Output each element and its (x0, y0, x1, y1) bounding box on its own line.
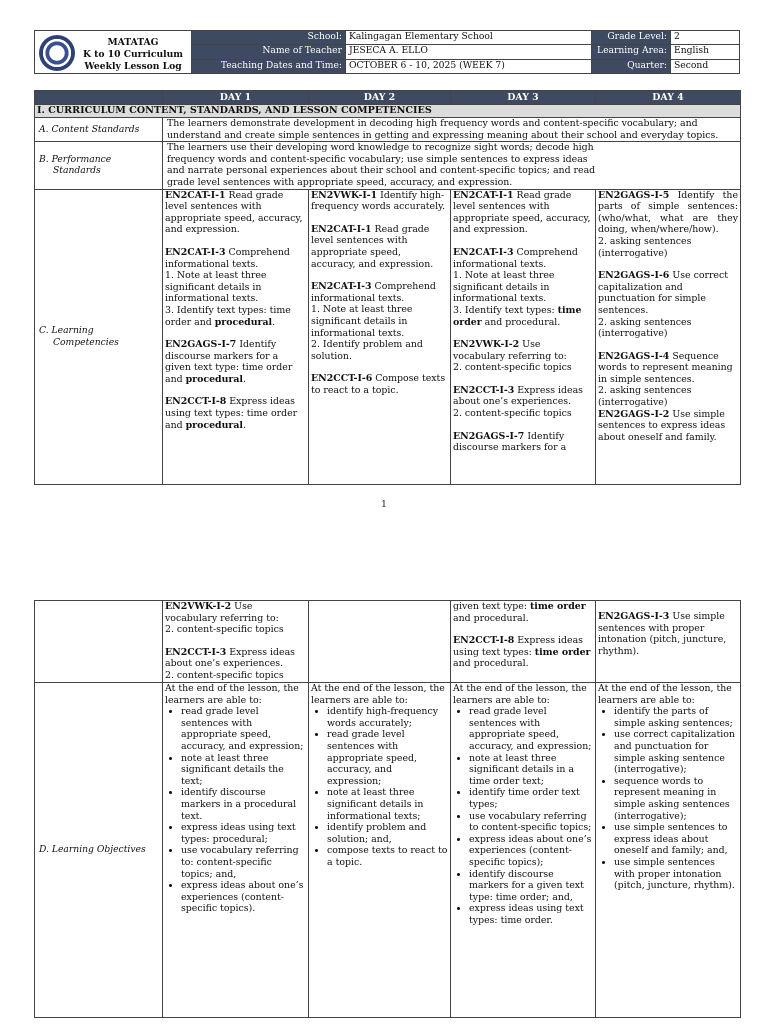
day-1-competencies-cont: EN2VWK-I-2 Use vocabulary referring to: 2. content-specific topics EN2CCT-I-3 Express ideas about one’s experiences. 2. content-specific topics (163, 601, 309, 683)
day-1-header: DAY 1 (163, 91, 309, 105)
list-item: • read grade level sentences with appropriate speed, accuracy, and expression; (181, 706, 306, 752)
list-item: • express ideas using text types: procedural; (181, 822, 306, 845)
header-table (34, 30, 740, 74)
list-item: • sequence words to represent meaning in simple asking sentences (interrogative); (614, 776, 738, 822)
list-item: • identify the parts of simple asking sentences; (614, 706, 738, 729)
performance-standards-text: The learners use their developing word knowledge to recognize sight words; decode high frequency words and content-specific vocabulary; use simple sentences to express ideas and narrate personal experiences about their school and content-specific topics; and read grade level sentences with appropriate speed, accuracy, and expression. (163, 142, 741, 189)
content-standards-label: A. Content Standards (35, 118, 163, 142)
list-item: • identify problem and solution; and, (327, 822, 448, 845)
list-item: • express ideas using text types: time order. (469, 903, 593, 926)
day-4-objectives: At the end of the lesson, the learners are able to: • identify the parts of simple asking sentences; • use correct capitalization and punctuation for simple asking sentence (interrogative); • sequence words to represent meaning in simple asking sentences (interrogative); • use simple sentences to express ideas about oneself and family; and, • use simple sentences with proper intonation (pitch, juncture, rhythm). (596, 683, 741, 1018)
day-3-header: DAY 3 (451, 91, 596, 105)
logo-cell (35, 31, 192, 74)
lesson-table-continued (34, 600, 741, 1018)
day-header-row (35, 91, 741, 105)
day-3-objectives: At the end of the lesson, the learners are able to: • read grade level sentences with appropriate speed, accuracy, and expression; • note at least three significant details in a time order text; • identify time order text types; • use vocabulary referring to content-specific topics; • express ideas about one’s experiences (content-specific topics); • identify discourse markers for a given text type: time order; and, • express ideas using text types: time order. (451, 683, 596, 1018)
list-item: • use vocabulary referring to content-specific topics; (469, 811, 593, 834)
list-item: • use simple sentences with proper intonation (pitch, juncture, rhythm). (614, 857, 738, 892)
list-item: • read grade level sentences with appropriate speed, accuracy, and expression; (327, 729, 448, 787)
day-1-objectives: At the end of the lesson, the learners are able to: • read grade level sentences with appropriate speed, accuracy, and expression; • note at least three significant details the text; • identify discourse markers in a procedural text. • express ideas using text types: procedural; • use vocabulary referring to: content-specific topics; and, • express ideas about one’s experiences (content-specific topics). (163, 683, 309, 1018)
form-title: MATATAG K to 10 Curriculum Weekly Lesson Log (82, 37, 184, 72)
performance-standards-label: B. Performance Standards (35, 142, 163, 189)
list-item: • read grade level sentences with appropriate speed, accuracy, and expression; (469, 706, 593, 752)
content-standards-text: The learners demonstrate development in decoding high frequency words and content-specific vocabulary; and understand and create simple sentences in getting and expressing meaning about their school and everyday topics. (163, 118, 741, 142)
deped-seal-icon (39, 35, 75, 71)
day-2-objectives: At the end of the lesson, the learners are able to: • identify high-frequency words accurately; • read grade level sentences with appropriate speed, accuracy, and expression; • note at least three significant details in informational texts; • identify problem and solution; and, • compose texts to react to a topic. (309, 683, 451, 1018)
grade-label: Grade Level: (592, 31, 671, 45)
list-item: • express ideas about one’s experiences (content-specific topics). (181, 880, 306, 915)
quarter-value: Second (671, 59, 740, 73)
day-2-competencies: EN2VWK-I-1 Identify high-frequency words accurately. EN2CAT-I-1 Read grade level sentences with appropriate speed, accuracy, and expression. EN2CAT-I-3 Comprehend informational texts. 1. Note at least three significant details in informational texts. 2. Identify problem and solution. EN2CCT-I-6 Compose texts to react to a topic. (309, 189, 451, 484)
list-item: • use vocabulary referring to: content-specific topics; and, (181, 845, 306, 880)
area-label: Learning Area: (592, 45, 671, 59)
list-item: • identify high-frequency words accurately; (327, 706, 448, 729)
quarter-label: Quarter: (592, 59, 671, 73)
list-item: • identify discourse markers for a given text type: time order; and, (469, 869, 593, 904)
day-4-competencies: EN2GAGS-I-5 Identify the parts of simple sentences: (who/what, what are they doing, when/where/how). 2. asking sentences (interrogative) EN2GAGS-I-6 Use correct capitalization and punctuation for simple sentences. 2. asking sentences (interrogative) EN2GAGS-I-4 Sequence words to represent meaning in simple sentences. 2. asking sentences (interrogative) EN2GAGS-I-2 Use simple sentences to express ideas about oneself and family. (596, 189, 741, 484)
list-item: • note at least three significant details the text; (181, 753, 306, 788)
teacher-value: JESECA A. ELLO (346, 45, 592, 59)
lesson-table (34, 90, 741, 485)
list-item: • note at least three significant details in informational texts; (327, 787, 448, 822)
grade-value: 2 (671, 31, 740, 45)
list-item: • use correct capitalization and punctuation for simple asking sentence (interrogative); (614, 729, 738, 775)
day-3-competencies-cont: given text type: time order and procedural. EN2CCT-I-8 Express ideas using text types: time order and procedural. (451, 601, 596, 683)
dates-value: OCTOBER 6 - 10, 2025 (WEEK 7) (346, 59, 592, 73)
school-value: Kalingagan Elementary School (346, 31, 592, 45)
dates-label: Teaching Dates and Time: (192, 59, 346, 73)
page-number: 1 (381, 500, 387, 510)
day-4-competencies-cont: EN2GAGS-I-3 Use simple sentences with proper intonation (pitch, juncture, rhythm). (596, 601, 741, 683)
learning-competencies-label: C. Learning Competencies (35, 189, 163, 484)
day-2-header: DAY 2 (309, 91, 451, 105)
list-item: • use simple sentences to express ideas about oneself and family; and, (614, 822, 738, 857)
school-label: School: (192, 31, 346, 45)
day-4-header: DAY 4 (596, 91, 741, 105)
day-1-competencies: EN2CAT-I-1 Read grade level sentences with appropriate speed, accuracy, and expression. EN2CAT-I-3 Comprehend informational texts. 1. Note at least three significant details in informational texts. 3. Identify text types: time order and procedural. EN2GAGS-I-7 Identify discourse markers for a given text type: time order and procedural. EN2CCT-I-8 Express ideas using text types: time order and procedural. (163, 189, 309, 484)
section-title: I. CURRICULUM CONTENT, STANDARDS, AND LESSON COMPETENCIES (35, 105, 741, 118)
list-item: • note at least three significant details in a time order text; (469, 753, 593, 788)
day-3-competencies: EN2CAT-I-1 Read grade level sentences with appropriate speed, accuracy, and expression. EN2CAT-I-3 Comprehend informational texts. 1. Note at least three significant details in informational texts. 3. Identify text types: time order and procedural. EN2VWK-I-2 Use vocabulary referring to: 2. content-specific topics EN2CCT-I-3 Express ideas about one’s experiences. 2. content-specific topics EN2GAGS-I-7 Identify discourse markers for a (451, 189, 596, 484)
list-item: • compose texts to react to a topic. (327, 845, 448, 868)
area-value: English (671, 45, 740, 59)
learning-objectives-label: D. Learning Objectives (35, 683, 163, 1018)
teacher-label: Name of Teacher (192, 45, 346, 59)
list-item: • identify discourse markers in a procedural text. (181, 787, 306, 822)
list-item: • identify time order text types; (469, 787, 593, 810)
list-item: • express ideas about one’s experiences (content-specific topics); (469, 834, 593, 869)
